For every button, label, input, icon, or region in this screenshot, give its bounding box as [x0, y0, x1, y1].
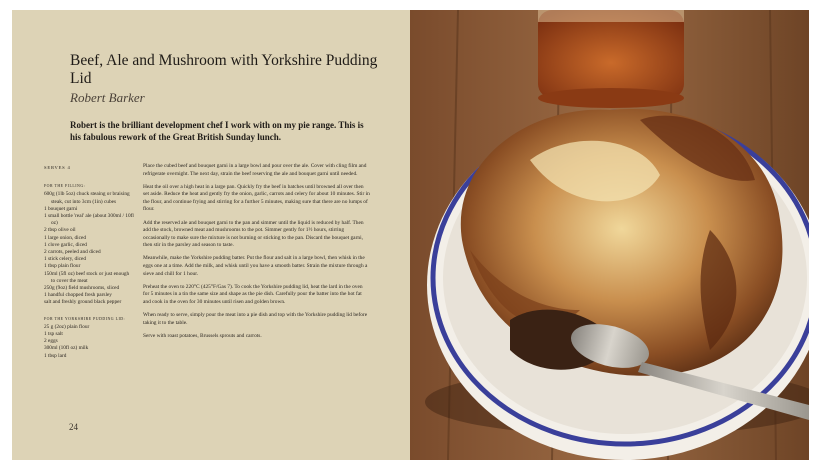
ingredient-group-heading: FOR THE YORKSHIRE PUDDING LID: — [44, 316, 126, 321]
ingredient-item: 1 stick celery, diced — [44, 256, 87, 263]
method-step: Heat the oil over a high heat in a large pan. Quickly fry the beef in batches until browned all over then set aside. Reduce the heat and gently fry the onion, garlic, carrots and celery for about 10 minutes. Stir in the flour, and continue frying and stirring for a further 5 minutes, making sure that there are no lumps of flour. — [143, 183, 370, 213]
ingredient-item: 1 large onion, diced — [44, 234, 86, 241]
ingredient-item: 1 small bottle 'real' ale (about 300ml / 10fl oz) — [44, 213, 134, 227]
ingredient-item: 150ml (5fl oz) beef stock or just enough to cover the meat — [44, 270, 130, 284]
ingredient-item: 1 clove garlic, diced — [44, 241, 87, 248]
ingredient-item: salt and freshly ground black pepper — [44, 299, 122, 306]
ingredient-item: 2 carrots, peeled and diced — [44, 249, 101, 256]
recipe-author: Robert Barker — [70, 90, 145, 105]
ingredient-item: 1 handful chopped fresh parsley — [44, 292, 112, 299]
recipe-intro: Robert is the brilliant development chef I work with on my pie range. This is his fabulous rework of the Great British Sunday lunch. — [70, 120, 364, 142]
ingredient-group-heading: FOR THE FILLING: — [44, 184, 86, 189]
method-step: Add the reserved ale and bouquet garni to the pan and simmer until the liquid is reduced by half. Then add the stock, browned meat and mushrooms to the pot. Simmer gently for 1½ hours, stirring occasionally to make sure the mixture is not burning or sticking to the pan. Discard the bouquet garni, then stir in the parsley and season to taste. — [143, 219, 364, 249]
ingredient-item: 1 tsp salt — [44, 331, 63, 338]
page-number: 24 — [69, 422, 78, 432]
ingredient-item: 1 bouquet garni — [44, 205, 78, 212]
ingredient-item: 2 tbsp olive oil — [44, 227, 76, 234]
method-step: Preheat the oven to 220°C (425°F/Gas 7). To cook the Yorkshire pudding lid, heat the lard in the oven for 5 minutes in a tin the same size and shape as the pie dish. Carefully pour the batter into the hot fat and cook in the oven for 30 minutes until risen and golden brown. — [143, 283, 363, 305]
method-column — [143, 163, 370, 346]
ingredient-item: 2 eggs — [44, 338, 58, 345]
method-step: Serve with roast potatoes, Brussels sprouts and carrots. — [143, 332, 262, 339]
ingredient-item: 25 g (2oz) plain flour — [44, 323, 90, 330]
serves-label: SERVES 4 — [44, 165, 71, 170]
ingredient-item: 250g (9oz) field mushrooms, sliced — [44, 285, 120, 292]
method-step: Meanwhile, make the Yorkshire pudding batter. Put the flour and salt in a large bowl, then whisk in the eggs one at a time. Add the milk, and whisk until you have a smooth batter. Strain the mixture through a sieve and chill for 1 hour. — [143, 255, 368, 277]
ingredient-list-pudding — [44, 324, 134, 360]
pie-photo-illustration — [410, 10, 809, 460]
method-step: Place the cubed beef and bouquet garni in a large bowl and pour over the ale. Cover with cling film and refrigerate overnight. The next day, strain the beef reserving the ale and bouquet garni until needed. — [143, 163, 367, 177]
method-step: When ready to serve, simply pour the meat into a pie dish and top with the Yorkshire pudding lid before taking it to the table. — [143, 312, 368, 326]
recipe-title: Beef, Ale and Mushroom with Yorkshire Pudding Lid — [70, 52, 378, 87]
book-spread — [12, 10, 809, 460]
ale-glass — [538, 10, 684, 108]
ingredient-item: 300ml (10fl oz) milk — [44, 345, 89, 352]
ingredient-item: 1 tbsp lard — [44, 352, 67, 359]
ingredient-list-filling — [44, 191, 134, 306]
ingredients-column — [44, 164, 134, 369]
recipe-photo — [410, 10, 809, 460]
recipe-page — [12, 10, 410, 460]
ingredient-item: 600g (1lb 5oz) chuck steaing or braising steak, cut into 3cm (1in) cubes — [44, 191, 130, 205]
ingredient-item: 1 tbsp plain flour — [44, 263, 81, 270]
